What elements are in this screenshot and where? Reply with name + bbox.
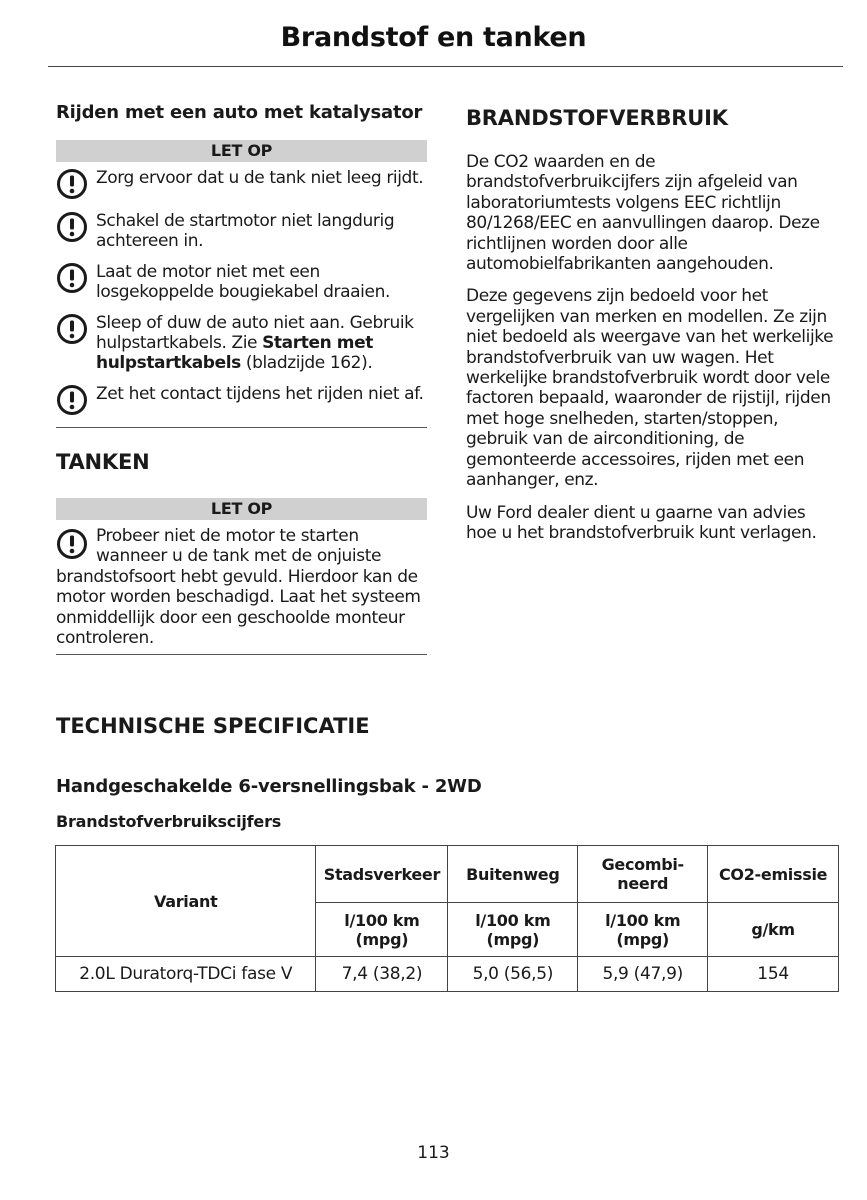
warning-box-tanken — [56, 498, 427, 655]
variant-header: Variant — [56, 846, 316, 957]
paragraph: Uw Ford dealer dient u gaarne van advies hoe u het brandstofverbruik kunt verlagen. — [466, 502, 817, 543]
column-header: CO2-emissie — [708, 846, 839, 903]
warning-icon — [56, 313, 88, 345]
warning-item — [56, 168, 427, 200]
paragraph: De CO2 waarden en de brandstofverbruikcijfers zijn afgeleid van laboratoriumtests volgens EEC richtlijn 80/1268/EEC en aanvullingen daarop. Deze richtlijnen worden door alle automobielfabrikanten aangehouden. — [466, 152, 820, 275]
warning-box-divider — [56, 427, 427, 428]
warning-icon — [56, 168, 88, 200]
unit-header: l/100 km (mpg) — [316, 903, 448, 957]
page-number: 113 — [417, 1143, 450, 1163]
warning-item — [56, 384, 427, 416]
warning-text: Probeer niet de motor te starten wanneer u de tank met de onjuiste brandstofsoort hebt gevuld. Hierdoor kan de motor worden beschadigd. Laat het systeem onmiddellijk door een geschoolde monteur controleren. — [56, 526, 421, 649]
warning-icon — [56, 211, 88, 243]
warning-item — [56, 526, 427, 648]
warning-icon — [56, 262, 88, 294]
title-divider — [48, 66, 843, 67]
unit-header: g/km — [708, 903, 839, 957]
cross-reference-link[interactable]: Starten met hulpstartkabels — [96, 333, 373, 373]
warning-text: Zorg ervoor dat u de tank niet leeg rijdt. — [96, 168, 424, 188]
paragraph: Deze gegevens zijn bedoeld voor het vergelijken van merken en modellen. Ze zijn niet bedoeld als weergave van het werkelijke brandstofverbruik van uw wagen. Het werkelijke brandstofverbruik wordt door vele factoren bepaald, waaronder de rijstijl, rijden met hoge snelheden, starten/stoppen, gebruik van de airconditioning, de gemonteerde accessoires, rijden met een aanhanger, enz. — [466, 286, 834, 491]
table-cell: 2.0L Duratorq-TDCi fase V — [56, 957, 316, 992]
katalysator-heading: Rijden met een auto met katalysator — [56, 102, 423, 123]
table-cell: 5,0 (56,5) — [448, 957, 578, 992]
tech-spec-heading: TECHNISCHE SPECIFICATIE — [56, 714, 370, 738]
table-cell: 154 — [708, 957, 839, 992]
warning-box-divider — [56, 654, 427, 655]
warning-text: Sleep of duw de auto niet aan. Gebruik hulpstartkabels. Zie Starten met hulpstartkabels (bladzijde 162). — [96, 313, 414, 373]
warning-label: LET OP — [56, 140, 427, 162]
warning-item — [56, 211, 427, 251]
unit-header: l/100 km (mpg) — [448, 903, 578, 957]
unit-header: l/100 km (mpg) — [578, 903, 708, 957]
warning-text: Laat de motor niet met een losgekoppelde bougiekabel draaien. — [96, 262, 390, 302]
warning-item — [56, 262, 427, 302]
warning-item — [56, 313, 427, 373]
column-header: Stadsverkeer — [316, 846, 448, 903]
right-column — [466, 102, 838, 555]
gearbox-heading: Handgeschakelde 6-versnellingsbak - 2WD — [56, 776, 482, 797]
warning-icon — [56, 384, 88, 416]
column-header: Gecombi-neerd — [578, 846, 708, 903]
fuel-consumption-table — [55, 845, 839, 992]
page-title: Brandstof en tanken — [280, 22, 587, 53]
warning-icon — [56, 528, 88, 560]
table-title: Brandstofverbruikscijfers — [56, 812, 282, 831]
table-row — [56, 957, 839, 992]
table-cell: 7,4 (38,2) — [316, 957, 448, 992]
column-header: Buitenweg — [448, 846, 578, 903]
warning-label: LET OP — [56, 498, 427, 520]
brandstofverbruik-heading: BRANDSTOFVERBRUIK — [466, 106, 728, 130]
warning-box-katalysator — [56, 140, 427, 428]
left-column — [56, 102, 427, 655]
warning-text: Zet het contact tijdens het rijden niet af. — [96, 384, 424, 404]
table-cell: 5,9 (47,9) — [578, 957, 708, 992]
tanken-heading: TANKEN — [56, 450, 150, 474]
warning-text: Schakel de startmotor niet langdurig achtereen in. — [96, 211, 395, 251]
